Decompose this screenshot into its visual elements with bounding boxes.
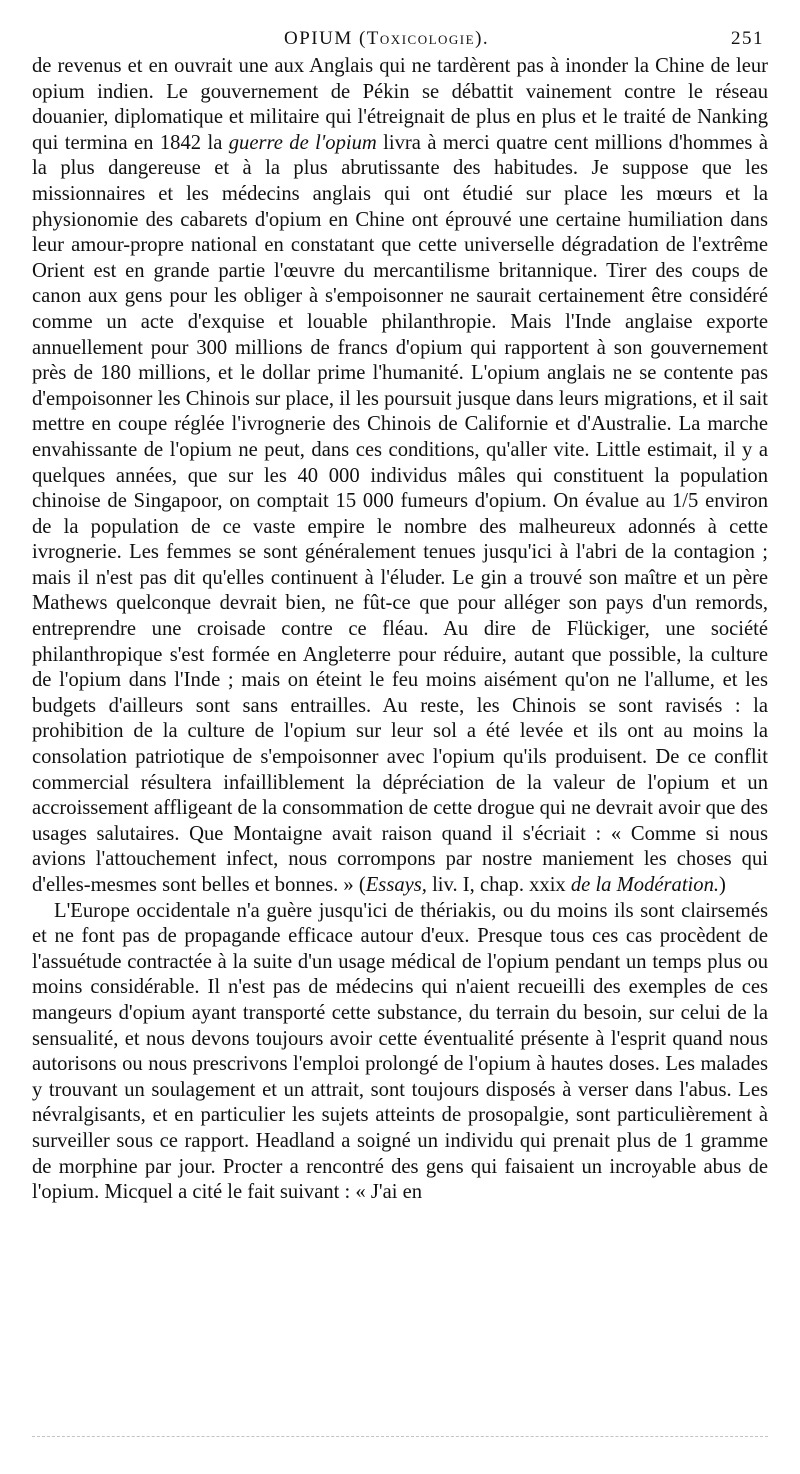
running-head bbox=[32, 28, 768, 50]
text-run: de revenus et en ouvrait une aux Anglais qui ne tardèrent pas à inonder la Chine de leur opium indien. Le gouvernement de Pékin se débattit vainement contre le réseau douanier, diplomatique et militaire qui l'étreignait de plus en plus et le traité de Nanking qui termina en 1842 la bbox=[32, 55, 768, 154]
italic-text: guerre de l'opium bbox=[228, 131, 377, 154]
italic-text: de la Modération. bbox=[570, 874, 720, 896]
footer-rule bbox=[32, 1436, 768, 1437]
italic-text: Essays, bbox=[365, 874, 427, 896]
text-run: ) bbox=[719, 874, 726, 896]
text-run: L'Europe occidentale n'a guère jusqu'ici de thériakis, ou du moins ils sont clairsemés et ne font pas de propagande efficace autour d'eux. Presque tous ces cas procèdent de l'assuétude contractée à la suite d'un usage médical de l'opium pendant un temps plus ou moins considérable. Il n'est pas de médecins qui n'aient recueilli des exemples de ces mangeurs d'opium ayant transporté cette substance, du terrain du besoin, sur celui de la sensualité, et nous devons toujours avoir cette éventualité présente à l'esprit quand nous autorisons ou nous prescrivons l'emploi prolongé de l'opium à hautes doses. Les malades y trouvant un soulagement et un attrait, sont toujours disposés à verser dans l'abus. Les névralgisants, et en particulier les sujets atteints de prosopalgie, sont particulièrement à surveiller sous ce rapport. Headland a soigné un individu qui prenait plus de 1 gramme de morphine par jour. Procter a rencontré des gens qui faisaient un incroyable abus de l'opium. Micquel a cité le fait suivant : « J'ai en bbox=[32, 899, 768, 1204]
paragraph bbox=[32, 899, 768, 1206]
running-title bbox=[284, 28, 489, 50]
text-run: livra à merci quatre cent millions d'hommes à la plus dangereuse et à la plus abrutissante des habitudes. Je suppose que les missionnaires et les médecins anglais qui ont étudié sur place les mœurs et la physionomie des cabarets d'opium en Chine ont éprouvé une certaine humiliation dans leur amour-propre national en constatant que cette universelle dégradation de l'extrême Orient est en grande partie l'œuvre du mercantilisme britannique. Tirer des coups de canon aux gens pour les obliger à s'empoisonner ne saurait certainement être considéré comme un acte d'exquise et louable philanthropie. Mais l'Inde anglaise exporte annuellement pour 300 millions de francs d'opium qui rapportent à son gouvernement près de 180 millions, et le dollar prime l'humanité. L'opium anglais ne se contente pas d'empoisonner les Chinois sur place, il les poursuit jusque dans leurs migrations, et il sait mettre en coupe réglée l'ivrognerie des Chinois de Californie et d'Australie. La marche envahissante de l'opium ne peut, dans ces conditions, qu'aller vite. Little estimait, il y a quelques années, que sur les 40 000 individus mâles qui constituent la population chinoise de Singapoor, on comptait 15 000 fumeurs d'opium. On évalue au 1/5 environ de la population de ce vaste empire le nombre des malheureux adonnés à cette ivrognerie. Les femmes se sont généralement tenues jusqu'ici à l'abri de la contagion ; mais il n'est pas dit qu'elles continuent à l'éluder. Le gin a trouvé son maître et un père Mathews quelconque devrait bien, ne fût-ce que pour alléger son pays d'un remords, entreprendre une croisade contre ce fléau. Au dire de Flückiger, une société philanthropique s'est formée en Angleterre pour réduire, autant que possible, la culture de l'opium dans l'Inde ; mais on éteint le feu moins aisément qu'on ne l'allume, et les budgets d'ailleurs sont sans entrailles. Au reste, les Chinois se sont ravisés : la prohibition de la culture de l'opium sur leur sol a été levée et ils ont au moins la consolation patriotique de s'empoisonner avec l'opium qu'ils produisent. De ce conflit commercial résultera infailliblement la dépréciation de la valeur de l'opium et un accroissement affligeant de la consommation de cette drogue qui ne devrait avoir que des usages salutaires. Que Montaigne avait raison quand il s'écriait : « Comme si nous avions l'attouchement infect, nous corrompons par nostre maniement les choses qui d'elles-mesmes sont belles et bonnes. » ( bbox=[32, 131, 768, 896]
running-title-main: OPIUM bbox=[284, 28, 353, 49]
running-title-sub: (Toxicologie). bbox=[358, 28, 490, 49]
body-text bbox=[32, 54, 768, 1206]
page-number: 251 bbox=[731, 28, 764, 49]
text-run: liv. I, chap. xxix bbox=[426, 874, 571, 896]
paragraph bbox=[32, 54, 768, 899]
